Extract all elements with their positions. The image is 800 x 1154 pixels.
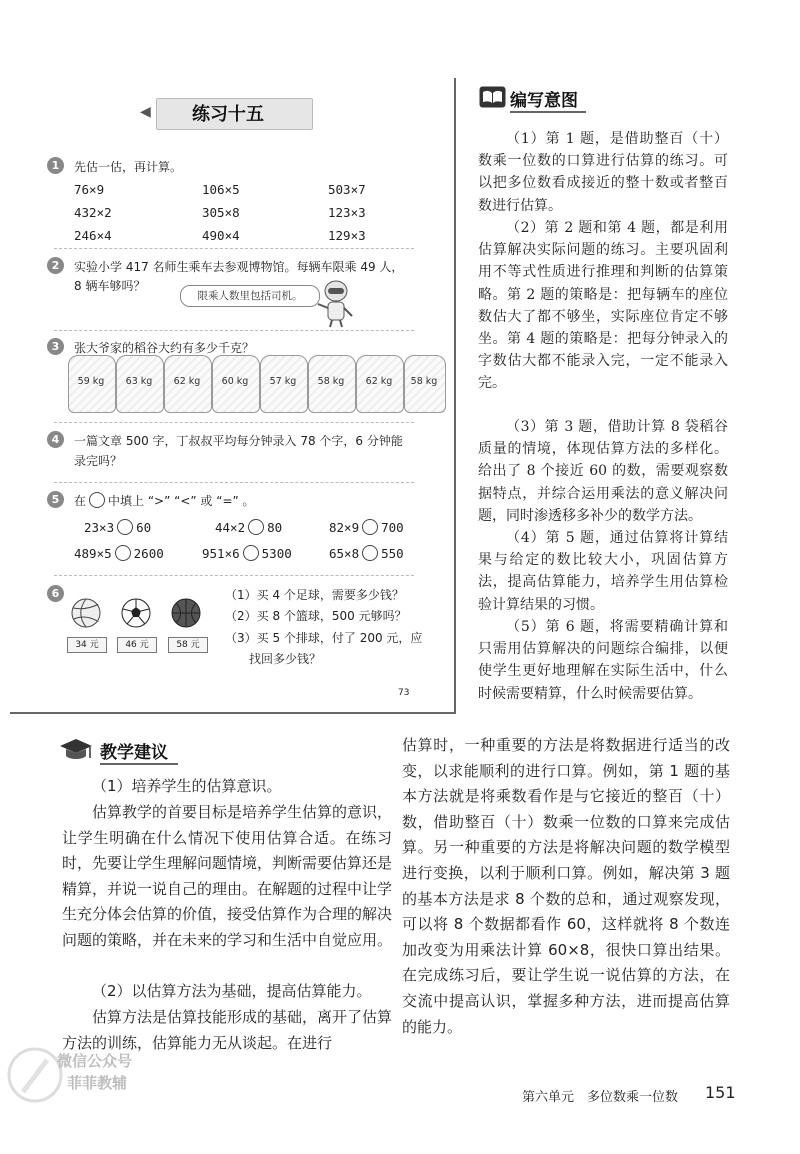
divider <box>54 422 414 423</box>
question-badge-3: 3 <box>47 338 64 355</box>
q3-prompt: 张大爷家的稻谷大约有多少千克？ <box>74 341 255 355</box>
q2-line1: 实验小学 417 名师生乘车去参观博物馆。每辆车限乘 49 人， <box>74 260 404 274</box>
comparison-item: 23×3 60 <box>84 520 152 535</box>
answer-circle[interactable] <box>243 545 259 561</box>
question-badge-6: 6 <box>47 585 64 602</box>
q1-item: 123×3 <box>328 205 366 220</box>
bag-weight: 62 kg <box>365 376 393 387</box>
question-badge-1: 1 <box>47 157 64 174</box>
watermark-line-2: 菲菲教辅 <box>67 1074 128 1092</box>
answer-circle[interactable] <box>117 519 133 535</box>
intent-heading: 编写意图 <box>510 86 586 113</box>
suggestions-heading: 教学建议 <box>100 738 178 765</box>
title-arrow-icon: ◀ <box>140 104 151 120</box>
q1-item: 76×9 <box>74 182 105 197</box>
suggestion-point-1: （1）培养学生的估算意识。 <box>92 777 282 795</box>
intent-paragraph-5: （5）第 6 题，将需要精确计算和只需用估算解决的问题综合编排，以便使学生更好地理解在实际生活中，什么时候需要精算，什么时候需要估算。 <box>478 619 728 702</box>
exercise-title: 练习十五 <box>192 104 264 125</box>
intent-paragraph-4: （4）第 5 题，通过估算将计算结果与给定的数比较大小，巩固估算方法，提高估算能力，培养学生用估算检验计算结果的习惯。 <box>478 530 728 613</box>
robot-icon <box>316 278 356 328</box>
price-tag: 58 元 <box>168 637 208 653</box>
answer-circle <box>89 492 105 508</box>
divider <box>54 330 414 331</box>
suggestion-paragraph-continued: 估算时，一种重要的方法是将数据进行适当的改变，以求能顺利的进行口算。例如，第 1 题的基本方法就是将乘数看作是与它接近的整百（十）数，借助整百（十）数乘一位数的口算来完成估算。另一种重要的方法是将解决问题的数学模型进行变换，以利于顺利口算。例如，解决第 3 题的基本方法是求 8 个数的总和，通过观察发现，可以将 8 个数据都看作 60，这样就将 8 个数连加改变为用乘法计算 60×8，很快口算出结果。在完成练习后，要让学生说一说估算的方法，在交流中提高认识，掌握多种方法，进而提高估算的能力。 <box>402 736 730 1036</box>
divider <box>54 248 414 249</box>
suggestion-point-2: （2）以估算方法为基础，提高估算能力。 <box>92 982 372 1000</box>
comparison-item: 489×5 2600 <box>74 546 164 561</box>
bag-weight: 60 kg <box>221 376 249 387</box>
divider <box>54 482 414 483</box>
bag-weight: 57 kg <box>269 376 297 387</box>
q1-prompt: 先估一估，再计算。 <box>74 160 183 174</box>
answer-circle[interactable] <box>115 545 131 561</box>
question-badge-4: 4 <box>47 431 64 448</box>
bag-weight: 62 kg <box>173 376 201 387</box>
bag-weight: 59 kg <box>77 376 105 387</box>
comparison-item: 951×6 5300 <box>202 546 292 561</box>
footer-unit-title: 第六单元 多位数乘一位数 <box>522 1090 679 1105</box>
q5-prompt <box>74 492 255 509</box>
intent-paragraph-2: （2）第 2 题和第 4 题，都是利用估算解决实际问题的练习。主要巩固利用不等式性质进行推理和判断的估算策略。第 2 题的策略是：把每辆车的座位数估大了都不够坐，实际座位肯定不够坐。第 4 题的策略是：把每分钟录入的字数估大都不能录入完，一定不能录入完。 <box>478 220 728 392</box>
textbook-page-number: 73 <box>398 688 410 698</box>
watermark <box>5 1040 145 1110</box>
bag-weight: 58 kg <box>410 376 438 387</box>
comparison-item: 65×8 550 <box>329 546 404 561</box>
volleyball-icon <box>71 598 101 628</box>
q6-sub-1: （1）买 4 个足球，需要多少钱？ <box>225 588 404 602</box>
q6-sub-3-cont: 找回多少钱？ <box>249 652 322 666</box>
q5-prompt-b: 中填上 “>” “<” 或 “=” 。 <box>108 494 255 508</box>
q4-line2: 录完吗？ <box>74 454 123 468</box>
answer-circle[interactable] <box>362 519 378 535</box>
price-tag: 34 元 <box>67 637 107 653</box>
q5-prompt-a: 在 <box>74 494 87 508</box>
question-badge-5: 5 <box>47 491 64 508</box>
q1-item: 305×8 <box>202 205 240 220</box>
q4-line1: 一篇文章 500 字，丁叔叔平均每分钟录入 78 个字，6 分钟能 <box>74 434 403 448</box>
question-badge-2: 2 <box>47 257 64 274</box>
open-book-icon <box>479 86 506 108</box>
soccer-ball-icon <box>121 598 151 628</box>
intent-paragraph-1: （1）第 1 题，是借助整百（十）数乘一位数的口算进行估算的练习。可以把多位数看成接近的整十数或者整百数进行估算。 <box>478 131 728 214</box>
q6-sub-2: （2）买 8 个篮球，500 元够吗？ <box>225 609 407 623</box>
q1-item: 503×7 <box>328 182 366 197</box>
q1-item: 490×4 <box>202 228 240 243</box>
bag-weight: 63 kg <box>125 376 153 387</box>
suggestion-paragraph: 估算教学的首要目标是培养学生估算的意识，让学生明确在什么情况下使用估算合适。在练习时，先要让学生理解问题情境，判断需要估算还是精算，并说一说自己的理由。在解题的过程中让学生充分体会估算的价值，接受估算作为合理的解决问题的策略，并在未来的学习和生活中自觉应用。 <box>62 803 393 949</box>
basketball-icon <box>171 598 201 628</box>
price-tag: 46 元 <box>117 637 157 653</box>
divider <box>54 575 414 576</box>
q6-sub-3: （3）买 5 个排球，付了 200 元，应 <box>225 631 423 645</box>
answer-circle[interactable] <box>248 519 264 535</box>
q1-item: 246×4 <box>74 228 112 243</box>
suggestion-paragraph: 估算方法是估算技能形成的基础，离开了估算方法的训练，估算能力无从谈起。在进行 <box>62 1008 393 1052</box>
comparison-item: 44×2 80 <box>215 520 283 535</box>
q1-item: 432×2 <box>74 205 112 220</box>
watermark-line-1: 微信公众号 <box>57 1052 133 1070</box>
graduation-cap-icon <box>58 736 94 764</box>
comparison-item: 82×9 700 <box>329 520 404 535</box>
answer-circle[interactable] <box>362 545 378 561</box>
page-number: 151 <box>705 1083 736 1102</box>
q1-item: 106×5 <box>202 182 240 197</box>
speech-bubble: 限乘人数里包括司机。 <box>180 285 320 307</box>
intent-paragraph-3: （3）第 3 题，借助计算 8 袋稻谷质量的情境，体现估算方法的多样化。给出了 8 个接近 60 的数，需要观察数据特点，并综合运用乘法的意义解决问题，同时渗透移多补少的数学方法。 <box>478 419 728 524</box>
q1-item: 129×3 <box>328 228 366 243</box>
bag-weight: 58 kg <box>317 376 345 387</box>
q2-line2: 8 辆车够吗？ <box>74 279 146 293</box>
watermark-emblem-icon <box>5 1040 65 1110</box>
